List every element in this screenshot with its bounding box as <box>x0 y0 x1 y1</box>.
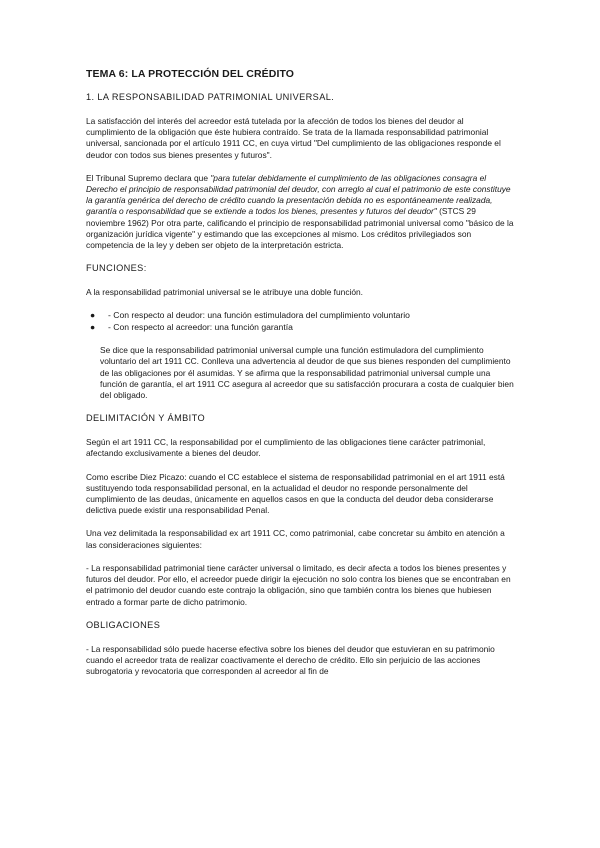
list-item-text: - Con respecto al deudor: una función estimuladora del cumplimiento voluntario <box>108 310 410 321</box>
section-heading-funciones: FUNCIONES: <box>86 263 147 274</box>
section-heading-delimitacion: DELIMITACIÓN Y ÁMBITO <box>86 413 206 424</box>
list-item <box>86 322 514 333</box>
bullet-icon: ● <box>90 321 96 332</box>
paragraph-delimitada: Una vez delimitada la responsabilidad ex art 1911 CC, como patrimonial, cabe concretar su ámbito en atención a las consideraciones siguientes: <box>86 528 505 550</box>
paragraph-diez-picazo: Como escribe Diez Picazo: cuando el CC establece el sistema de responsabilidad patrimonial en el art 1911 está sustituyendo toda responsabilidad personal, en la actualidad el deudor no responde personalmente del cumplimiento de las deudas, únicamente en aquellos casos en que la conducta del deudor deba considerarse delictiva puede existir una responsabilidad Penal. <box>86 471 505 516</box>
funciones-list <box>86 310 514 333</box>
paragraph-tribunal-start: El Tribunal Supremo declara que <box>86 172 211 183</box>
list-item <box>86 310 514 321</box>
paragraph-segun-art: Según el art 1911 CC, la responsabilidad por el cumplimiento de las obligaciones tiene carácter patrimonial, afectando exclusivamente a bienes del deudor. <box>86 437 486 459</box>
paragraph-tribunal-end: (STCS 29 noviembre 1962) Por otra parte, calificando el principio de responsabilidad patrimonial universal como "básico de la organización jurídica vigente" y estimando que las excepciones al mismo. Los créditos privilegiados son competencia de la ley y deben ser objeto de la interpretación estricta. <box>86 206 514 251</box>
paragraph-satisfaccion: La satisfacción del interés del acreedor está tutelada por la afección de todos los bienes del deudor al cumplimiento de la obligación que éste hubiera contraído. Se trata de la llamada responsabilidad patrimonial universal, sancionada por el artículo 1911 CC, en cuya virtud "Del cumplimiento de las obligaciones responde el deudor con todos sus bienes presentes y futuros". <box>86 116 501 160</box>
paragraph-funciones-intro: A la responsabilidad patrimonial universal se le atribuye una doble función. <box>86 287 364 298</box>
section-heading-responsabilidad: 1. LA RESPONSABILIDAD PATRIMONIAL UNIVERSAL. <box>86 92 335 102</box>
document-page <box>86 68 514 689</box>
paragraph-funcion-estimuladora: Se dice que la responsabilidad patrimonial universal cumple una función estimuladora del cumplimiento voluntario del art 1911 CC. Conlleva una advertencia al deudor de que sus bienes responden del cumplimiento de las obligaciones por él asumidas. Y se afirma que la responsabilidad patrimonial universal cumple una función de garantía, el art 1911 CC asegura al acreedor que su satisfacción procurara a costa de cualquier bien del obligado. <box>100 345 514 401</box>
section-heading-obligaciones: OBLIGACIONES <box>86 619 161 630</box>
document-title: TEMA 6: LA PROTECCIÓN DEL CRÉDITO <box>86 68 295 80</box>
paragraph-efectiva: - La responsabilidad sólo puede hacerse efectiva sobre los bienes del deudor que estuvieran en su patrimonio cuando el acreedor trata de realizar coactivamente el derecho de crédito. Ello sin perjuicio de las acciones subrogatoria y revocatoria que corresponden al acreedor al fin de <box>86 643 495 677</box>
paragraph-caracter-universal: - La responsabilidad patrimonial tiene carácter universal o limitado, es decir afecta a todos los bienes presentes y futuros del deudor. Por ello, el acreedor puede dirigir la ejecución no solo contra los bienes que se encontraban en el patrimonio del deudor cuando este contrajo la obligación, sino que también contra los bienes que hubiesen entrado a formar parte de dicho patrimonio. <box>86 562 511 607</box>
bullet-icon: ● <box>90 310 96 321</box>
tribunal-quote: "para tutelar debidamente el cumplimiento de las obligaciones consagra el Derecho el principio de responsabilidad patrimonial del deudor, con arreglo al cual el patrimonio de este constituye la garantía genérica del derecho de crédito cuando la presentación debida no es espontáneamente realizada, garantía o responsabilidad que se extiende a todos los bienes, presentes y futuros del deudor" <box>86 172 511 217</box>
paragraph-tribunal-supremo <box>86 173 514 251</box>
list-item-text: - Con respecto al acreedor: una función garantía <box>108 321 293 332</box>
